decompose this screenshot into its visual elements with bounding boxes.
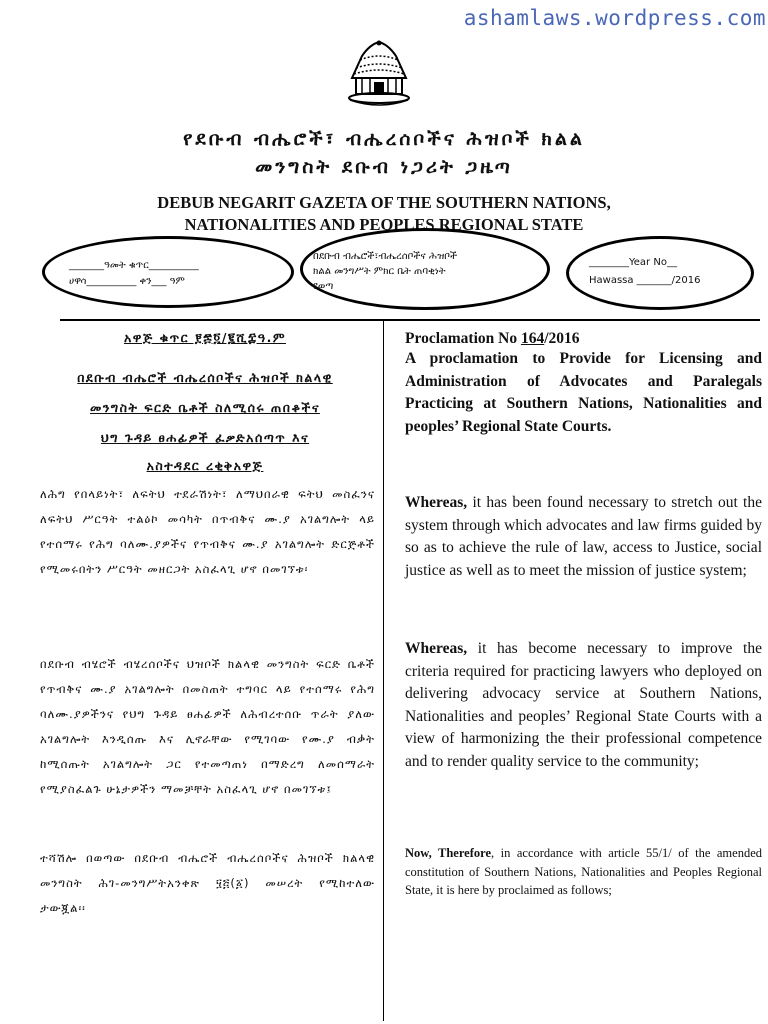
english-column	[405, 330, 762, 897]
whereas-text-2: it has become necessary to improve the criteria required for practicing lawyers who deployed on delivering advocacy service at Southern Nations, Nationalities and peoples’ Regional State Courts with a view of harmonizing the their professional competence and to render quality service to the community;	[405, 640, 762, 770]
now-therefore-text: , in accordance with article 55/1/ of the amended constitution of Southern Nations, Nationalities and Peoples Regional State, it is here by proclaimed as follows;	[405, 846, 762, 897]
amharic-heading-line-2: መንግስት ፍርድ ቤቶች ስለሚሰሩ ጠበቆችና	[90, 400, 320, 415]
proclamation-number	[405, 330, 762, 348]
whereas-paragraph-1	[405, 492, 762, 582]
english-title-line-2: NATIONALITIES AND PEOPLES REGIONAL STATE	[184, 215, 584, 234]
amharic-proclamation-number: አዋጅ ቁጥር ፻፷፬/፪ሺ፰ዓ.ም	[123, 330, 287, 345]
proclamation-prefix: Proclamation No	[405, 330, 521, 347]
amharic-heading-line-3: ህግ ጉዳይ ፀሐፊዎች ፈቃድአሰጣጥ እና	[100, 430, 310, 445]
oval-center-line-3: የወጣ	[313, 281, 334, 292]
oval-left-line-2: ሀዋሳ__________ ቀን___ ዓም	[69, 276, 185, 287]
emblem-icon	[342, 38, 416, 108]
now-therefore-paragraph	[405, 844, 762, 900]
amharic-title-line-1: የደቡብ ብሔሮች፣ ብሔረሰቦችና ሕዝቦች ክልል	[183, 128, 585, 150]
whereas-lead-2: Whereas,	[405, 640, 468, 657]
whereas-lead-1: Whereas,	[405, 494, 468, 511]
issuing-authority-oval	[300, 228, 550, 310]
whereas-text-1: it has been found necessary to stretch out the system through which advocates and law firms guided by so as to achieve the rule of law, access to Justice, social justice as well as to meet the mission of justice system;	[405, 494, 762, 579]
english-title-line-1: DEBUB NEGARIT GAZETA OF THE SOUTHERN NATIONS,	[157, 193, 611, 212]
oval-center-line-2: ክልል መንግሥት ምክር ቤት ጠባቂነት	[313, 266, 446, 277]
proclamation-number-value: 164	[520, 330, 545, 347]
amharic-title-line-2: መንግስት ደቡብ ነጋሪት ጋዜጣ	[255, 156, 513, 178]
oval-left-line-1: _______ዓመት ቁጥር__________	[69, 260, 199, 271]
oval-right-line-2: Hawassa _______/2016	[589, 275, 701, 286]
now-therefore-lead: Now, Therefore	[405, 846, 492, 860]
amharic-preamble-paragraph-2: በደቡብ ብሄሮች ብሄረሰቦችና ህዝቦች ክልላዊ መንግስት ፍርድ ቤቶች የጥብቅና ሙ.ያ አገልግሎት በመስጠት ተግባር ላይ የተሰማሩ የሕግ ባለሙ.ያዎችንና የህግ ጉዳይ ፀሐፊዎች ለሕብረተሰቡ ጥራት ያለው አገልግሎት እንዲሰጡ እና ሊኖራቸው የሚገባው የሙ.ያ ብቃት ከሚሰጡት አገልግሎት ጋር የተመጣጠነ በማድረግ ለመሰማራት የሚያስፈልጉ ሁኔታዎችን ማመቻቸት አስፈላጊ ሆኖ በመገኘቱ፤	[40, 657, 375, 796]
amharic-heading-line-4: አስተዳደር ረቂቅአዋጅ	[146, 458, 264, 473]
whereas-paragraph-2	[405, 638, 762, 773]
amharic-preamble-paragraph-1: ለሕግ የበላይነት፣ ለፍትህ ተደራሽነት፣ ለማህበራዊ ፍትህ መስፈንና ለፍትህ ሥርዓት ተልዕኮ መሳካት በጥብቅና ሙ.ያ አገልግሎት ላይ የተሰማሩ የሕግ ባለሙ.ያዎችና የጥብቅና ሙ.ያ አገልግሎት ድርጅቶች የሚመሩበትን ሥርዓት መዘርጋት አስፈላጊ ሆኖ በመገኘቱ፡	[40, 487, 375, 576]
header-divider	[60, 319, 760, 321]
oval-right-line-1: ________Year No__	[589, 257, 677, 268]
issue-info-oval-amharic	[42, 236, 294, 308]
watermark-url: ashamlaws.wordpress.com	[463, 6, 766, 30]
amharic-enactment-paragraph: ተሻሽሎ በወጣው በደቡብ ብሔሮች ብሔረሰቦችና ሕዝቦች ክልላዊ መንግስት ሕገ-መንግሥትአንቀጽ ፶፭(፩) መሠረት የሚከተለው ታውጇል፡፡	[40, 851, 375, 915]
proclamation-year: /2016	[544, 330, 580, 347]
issue-info-oval-english	[566, 236, 754, 310]
amharic-heading-line-1: በደቡብ ብሔሮች ብሔረሰቦችና ሕዝቦች ክልላዊ	[77, 370, 333, 385]
column-divider	[383, 321, 384, 1021]
proclamation-title: A proclamation to Provide for Licensing and Administration of Advocates and Paralegals Practicing at Southern Nations, Nationalities and peoples’ Regional State Courts.	[405, 350, 762, 435]
oval-center-line-1: በደቡብ ብሔሮች፣ብሔረሰቦችና ሕዝቦች	[313, 251, 458, 262]
